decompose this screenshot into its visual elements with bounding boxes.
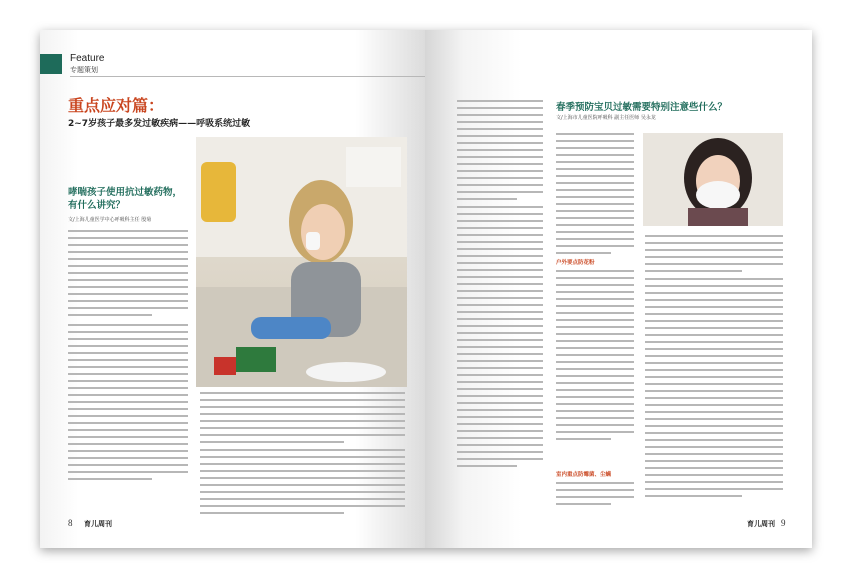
right-byline: 文/上海市儿童医院呼吸科 副主任医师 吴永龙 — [556, 115, 656, 121]
right-page — [425, 30, 812, 548]
child-inhaler-photo — [196, 137, 407, 387]
section-label-en: Feature — [70, 53, 105, 64]
right-col3-text — [645, 235, 783, 502]
right-col2-text-top — [556, 133, 634, 259]
subsection-head-pollen: 户外要点防花粉 — [556, 260, 595, 266]
left-page — [40, 30, 425, 548]
magazine-logo-left: 育儿周刊 — [84, 520, 112, 528]
section-divider — [70, 76, 425, 77]
section-label-cn: 专题策划 — [70, 66, 98, 74]
article-subhead: 2~7岁孩子最多发过敏疾病——呼吸系统过敏 — [68, 119, 251, 129]
subsection-head-mold: 室内重点防霉菌、尘螨 — [556, 472, 612, 478]
right-col2-text-mid — [556, 270, 634, 445]
right-col2-text-bottom — [556, 482, 634, 510]
girl-tissue-photo — [643, 133, 783, 226]
left-column-text — [68, 230, 188, 485]
article-headline: 重点应对篇： — [68, 96, 165, 115]
right-col1-text — [457, 100, 543, 472]
page-number-right: 9 — [781, 518, 786, 528]
page-number-left: 8 — [68, 518, 73, 528]
left-bottom-text — [200, 392, 405, 519]
right-article-title: 春季预防宝贝过敏需要特别注意些什么？ — [556, 102, 728, 113]
section-color-block — [40, 54, 62, 74]
magazine-spread — [40, 30, 812, 548]
magazine-logo-right: 育儿周刊 — [747, 520, 775, 528]
left-byline: 文/上海儿童医学中心呼吸科主任 殷菊 — [68, 217, 152, 223]
sidebar-subtitle: 哮喘孩子使用抗过敏药物，有什么讲究？ — [68, 187, 183, 211]
